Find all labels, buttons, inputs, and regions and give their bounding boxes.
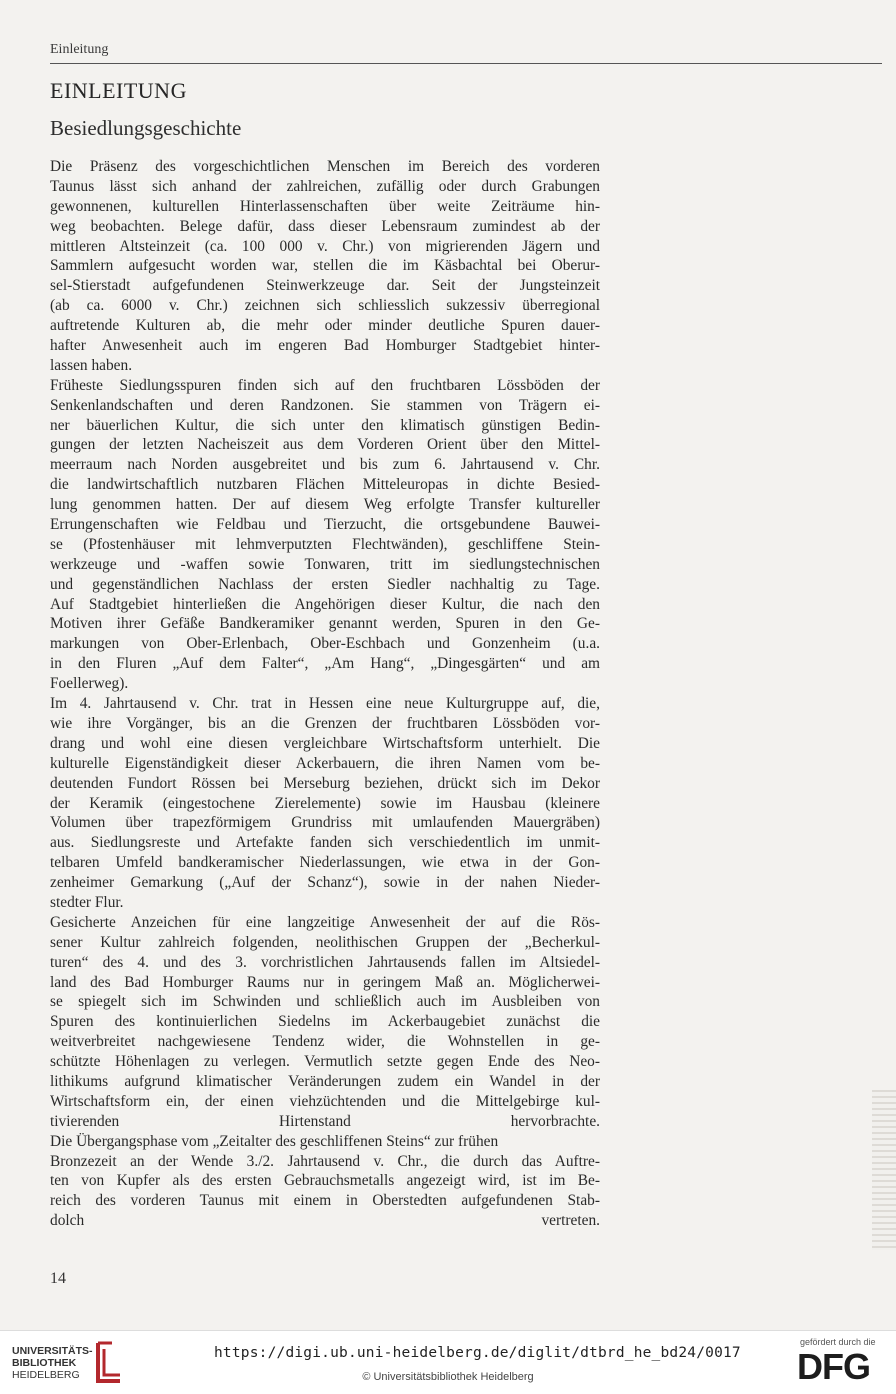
text-line: weitverbreitet nachgewiesene Tendenz wider, die Wohnstellen in ge- bbox=[50, 1033, 600, 1051]
text-line: se (Pfostenhäuser mit lehmverputzten Flechtwänden), geschliffene Stein- bbox=[50, 535, 600, 553]
text-line: Senkenlandschaften und deren Randzonen. Sie stammen von Trägern ei- bbox=[50, 396, 600, 414]
text-line: in den Fluren „Auf dem Falter“, „Am Hang“, „Dingesgärten“ und am bbox=[50, 655, 600, 673]
chapter-title: EINLEITUNG bbox=[50, 78, 187, 103]
text-line: Foellerweg). bbox=[50, 675, 129, 693]
text-line: mittleren Altsteinzeit (ca. 100 000 v. Chr.) von migrierenden Jägern und bbox=[50, 237, 600, 255]
text-line: Wirtschaftsform ein, der einen viehzüchtenden und die Mittelgebirge kul- bbox=[50, 1092, 600, 1110]
text-line: lithikums aufgrund klimatischer Veränderungen zudem ein Wandel in der bbox=[50, 1072, 600, 1090]
text-line: ten von Kupfer als des ersten Gebrauchsmetalls angezeigt wird, ist im Be- bbox=[50, 1172, 600, 1190]
text-line: weg beobachten. Belege dafür, dass dieser Lebensraum zumindest ab der bbox=[50, 217, 600, 235]
dfg-caption: gefördert durch die bbox=[800, 1337, 876, 1347]
dfg-logo[interactable]: DFG bbox=[797, 1346, 870, 1387]
text-line: wie ihre Vorgänger, bis an die Grenzen der fruchtbaren Lössböden vor- bbox=[50, 714, 600, 732]
text-line: der Keramik (eingestochene Zierelemente) sowie im Hausbau (kleinere bbox=[50, 794, 600, 812]
text-line: land des Bad Homburger Raums nur in geringem Maß an. Möglicherwei- bbox=[50, 973, 600, 991]
text-line: lung genommen hatten. Der auf diesem Weg erfolgte Transfer kultureller bbox=[50, 496, 600, 514]
text-line: (ab ca. 6000 v. Chr.) zeichnen sich schliesslich sukzessiv überregional bbox=[50, 297, 600, 315]
text-line: Gesicherte Anzeichen für eine langzeitige Anwesenheit der auf die Rös- bbox=[50, 913, 600, 931]
text-line: Bronzezeit an der Wende 3./2. Jahrtausend v. Chr., die durch das Auftre- bbox=[50, 1152, 600, 1170]
text-line: gungen der letzten Nacheiszeit aus dem Vorderen Orient über den Mittel- bbox=[50, 436, 600, 454]
text-line: turen“ des 4. und des 3. vorchristlichen Jahrtausends fallen im Altsiedel- bbox=[50, 953, 600, 971]
text-line: schützte Höhenlagen zu verlegen. Vermutlich setzte gegen Ende des Neo- bbox=[50, 1053, 600, 1071]
text-line: gewonnenen, kulturellen Hinterlassenschaften über weite Zeiträume hin- bbox=[50, 197, 600, 215]
text-line: auftretende Kulturen ab, die mehr oder minder deutliche Spuren dauer- bbox=[50, 317, 600, 335]
text-line: Die Präsenz des vorgeschichtlichen Menschen im Bereich des vorderen bbox=[50, 158, 600, 175]
library-name-line: BIBLIOTHEK bbox=[12, 1357, 77, 1369]
text-line: dolch vertreten. bbox=[50, 1212, 600, 1230]
text-line: und gegenständlichen Nachlass der ersten Siedler nachhaltig zu Tage. bbox=[50, 575, 600, 593]
text-line: Im 4. Jahrtausend v. Chr. trat in Hessen eine neue Kulturgruppe auf, die, bbox=[50, 695, 600, 713]
library-name-line: UNIVERSITÄTS- bbox=[12, 1345, 93, 1357]
text-line: Spuren des kontinuierlichen Siedelns im Ackerbaugebiet zunächst die bbox=[50, 1013, 600, 1031]
text-line: Volumen über trapezförmigem Grundriss mit umlaufenden Mauergräben) bbox=[50, 814, 600, 832]
text-line: deutenden Fundort Rössen bei Merseburg beziehen, drückt sich im Dekor bbox=[50, 774, 600, 792]
document-url[interactable]: https://digi.ub.uni-heidelberg.de/diglit/dtbrd_he_bd24/0017 bbox=[214, 1345, 741, 1361]
text-line: tivierenden Hirtenstand hervorbrachte. bbox=[50, 1112, 600, 1130]
text-line: meerraum nach Norden ausgebreitet und bis zum 6. Jahrtausend v. Chr. bbox=[50, 456, 600, 474]
library-name-line: HEIDELBERG bbox=[12, 1369, 80, 1381]
section-title: Besiedlungsgeschichte bbox=[50, 116, 242, 140]
text-line: Die Übergangsphase vom „Zeitalter des geschliffenen Steins“ zur frühen bbox=[50, 1132, 499, 1150]
text-line: werkzeuge und -waffen sowie Tonwaren, tritt im siedlungstechnischen bbox=[50, 555, 600, 573]
text-line: Errungenschaften wie Feldbau und Tierzucht, die ortsgebundene Bauwei- bbox=[50, 516, 600, 534]
text-line: stedter Flur. bbox=[50, 893, 124, 911]
text-line: Taunus lässt sich anhand der zahlreichen, zufällig oder durch Grabungen bbox=[50, 177, 600, 195]
viewer-footer bbox=[0, 1330, 896, 1394]
running-head: Einleitung bbox=[50, 42, 109, 57]
body-text bbox=[50, 157, 600, 1231]
show-through-bleed bbox=[872, 1090, 896, 1250]
text-line: markungen von Ober-Erlenbach, Ober-Eschbach und Gonzenheim (u.a. bbox=[50, 635, 600, 653]
header-rule bbox=[50, 63, 882, 64]
text-line: zenheimer Gemarkung („Auf der Schanz“), sowie in der nahen Nieder- bbox=[50, 874, 600, 892]
text-line: drang und wohl eine diesen vergleichbare Wirtschaftsform unterhielt. Die bbox=[50, 734, 600, 752]
text-line: ner bäuerlichen Kultur, die sich unter den klimatisch günstigen Bedin- bbox=[50, 416, 600, 434]
text-line: sener Kultur zahlreich folgenden, neolithischen Gruppen der „Becherkul- bbox=[50, 933, 600, 951]
text-line: telbaren Umfeld bandkeramischer Niederlassungen, wie etwa in der Gon- bbox=[50, 854, 600, 872]
text-line: reich des vorderen Taunus mit einem in Oberstedten aufgefundenen Stab- bbox=[50, 1192, 600, 1210]
text-line: die landwirtschaftlich nutzbaren Flächen Mitteleuropas in dichte Besied- bbox=[50, 476, 600, 494]
text-line: Motiven ihrer Gefäße Bandkeramiker genannt werden, Spuren in den Ge- bbox=[50, 615, 600, 633]
page-number: 14 bbox=[50, 1270, 66, 1287]
text-line: kulturelle Eigenständigkeit dieser Ackerbauern, die ihren Namen vom be- bbox=[50, 754, 600, 772]
text-line: lassen haben. bbox=[50, 356, 133, 374]
copyright-notice: © Universitätsbibliothek Heidelberg bbox=[362, 1371, 534, 1383]
text-line: sel-Stierstadt aufgefundenen Steinwerkzeuge dar. Seit der Jungsteinzeit bbox=[50, 277, 600, 295]
text-line: se spiegelt sich im Schwinden und schließlich auch im Ausbleiben von bbox=[50, 993, 600, 1011]
text-line: aus. Siedlungsreste und Artefakte fanden sich verschiedentlich im unmit- bbox=[50, 834, 600, 852]
text-line: Früheste Siedlungsspuren finden sich auf den fruchtbaren Lössböden der bbox=[50, 376, 600, 394]
text-line: Sammlern aufgesucht worden war, stellen die im Käsbachtal bei Oberur- bbox=[50, 257, 600, 275]
text-line: hafter Anwesenheit auch im engeren Bad Homburger Stadtgebiet hinter- bbox=[50, 337, 600, 355]
text-line: Auf Stadtgebiet hinterließen die Angehörigen dieser Kultur, die nach den bbox=[50, 595, 600, 613]
